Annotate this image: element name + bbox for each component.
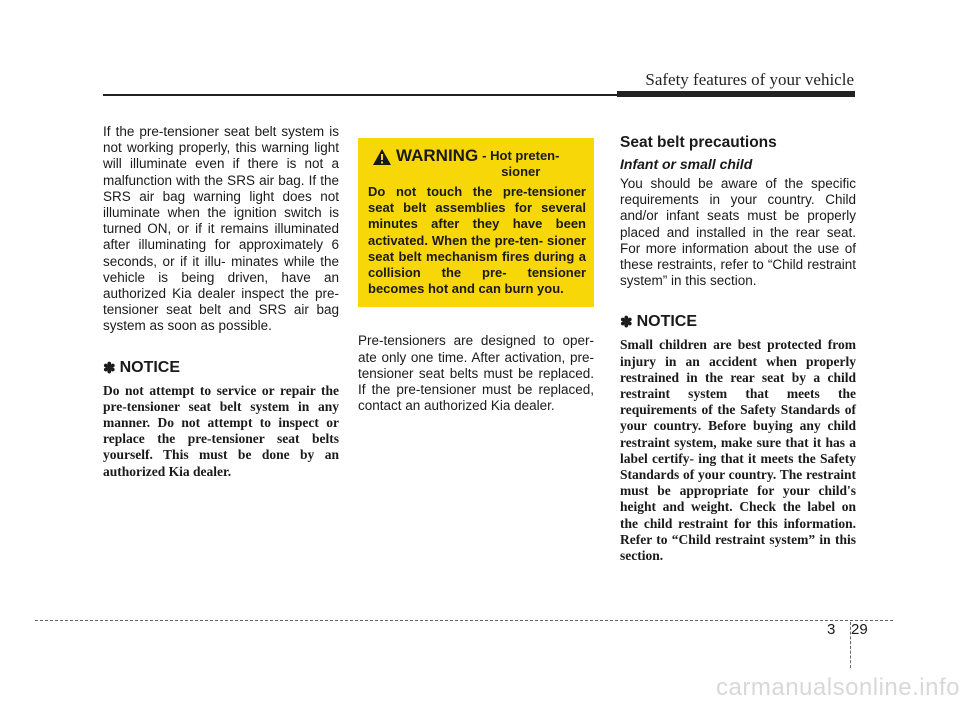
child-paragraph: You should be aware of the specific requirements in your country. Child and/or infant seats must be properly placed and installed in the rear seat. For more information about the use of these restraints, refer to “Child restraint system” in this section.	[620, 176, 856, 289]
column-left	[103, 124, 339, 480]
notice-star-icon: ✽	[103, 359, 116, 377]
warning-subtitle-line-2: sioner	[501, 164, 541, 179]
notice-star-icon: ✽	[620, 314, 633, 332]
warning-label: WARNING	[396, 146, 479, 165]
notice-heading	[103, 359, 339, 377]
warning-box	[358, 138, 594, 307]
notice-text-right: Small children are best protected from injury in an accident when properly restrained in the rear seat by a child restraint system that meets the requirements of the Safety Standards of your country. Before buying any child restraint system, make sure that it has a label certify- ing that it meets the Safety Standards of your country. The restraint must be appropriate for your child's height and weight. Check the label on the child restraint for this information. Refer to “Child restraint system” in this section.	[620, 337, 856, 564]
notice-heading-right	[620, 313, 856, 331]
sub-heading: Infant or small child	[620, 156, 753, 172]
footer-rule	[35, 620, 893, 621]
column-right	[620, 124, 856, 564]
warning-subtitle-line-1: - Hot preten-	[482, 148, 560, 163]
warning-header	[368, 146, 586, 180]
intro-paragraph: If the pre-tensioner seat belt system is not working properly, this warning light will illuminate even if there is not a malfunction with the SRS air bag. If the SRS air bag warning light does not illuminate when the ignition switch is turned ON, or if it remains illuminated after illuminating for approximately 6 seconds, or if it illu- minates while the vehicle is being driven, have an authorized Kia dealer inspect the pre-tensioner seat belt and SRS air bag system as soon as possible.	[103, 124, 339, 334]
header-rule-accent	[617, 91, 855, 97]
notice-label: NOTICE	[636, 313, 698, 331]
page-header-title: Safety features of your vehicle	[645, 70, 854, 89]
notice-label: NOTICE	[119, 358, 181, 376]
page-number: 29	[851, 621, 868, 638]
section-number: 3	[827, 621, 836, 638]
section-heading: Seat belt precautions	[620, 134, 777, 151]
column-middle	[358, 124, 594, 414]
pretensioner-paragraph: Pre-tensioners are designed to oper- ate only one time. After activation, pre-tensioner seat belts must be replaced. If the pre-tensioner must be replaced, contact an authorized Kia dealer.	[358, 333, 594, 414]
watermark: carmanualsonline.info	[716, 674, 960, 701]
warning-triangle-icon	[372, 148, 392, 166]
warning-subtitle	[482, 148, 559, 180]
warning-text: Do not touch the pre-tensioner seat belt assemblies for several minutes after they have been activated. When the pre-ten- sioner seat belt mechanism fires during a collision the pre- tensioner becomes hot and can burn you.	[368, 184, 586, 297]
notice-text: Do not attempt to service or repair the pre-tensioner seat belt system in any manner. Do not attempt to inspect or replace the pre-tensioner seat belts yourself. This must be done by an authorized Kia dealer.	[103, 382, 339, 479]
